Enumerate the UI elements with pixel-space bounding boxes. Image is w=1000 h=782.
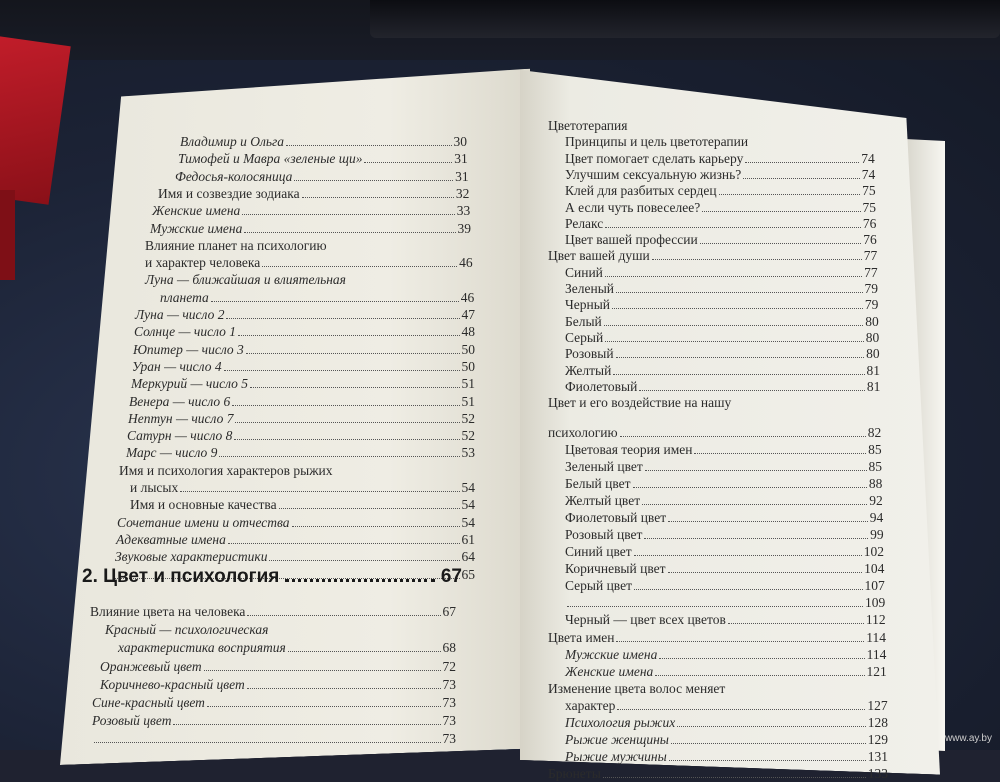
toc-entry-page: 39	[457, 220, 471, 236]
toc-entry	[565, 493, 883, 509]
toc-entry-title: Серый	[565, 329, 604, 345]
toc-entry	[128, 411, 475, 427]
dot-leader	[180, 491, 459, 492]
dot-leader	[642, 504, 867, 505]
toc-entry	[145, 272, 473, 288]
toc-entry-title: Зеленый	[565, 281, 615, 296]
toc-entry-page: 94	[869, 510, 884, 526]
toc-entry-title: планета	[160, 289, 209, 305]
toc-entry-title: Желтый	[565, 362, 612, 378]
toc-entry	[565, 715, 888, 731]
dot-leader	[244, 232, 455, 233]
toc-entry-page: 76	[863, 232, 877, 248]
toc-entry-title: Федосья-колосяница	[175, 168, 293, 184]
toc-entry-title: Владимир и Ольга	[180, 134, 285, 149]
toc-entry-page: 99	[870, 527, 884, 543]
toc-entry	[565, 183, 876, 199]
dot-leader	[719, 194, 861, 195]
dot-leader	[364, 162, 452, 163]
toc-entry	[127, 428, 475, 444]
toc-entry-page: 51	[461, 393, 475, 409]
toc-entry-page: 74	[861, 166, 876, 182]
toc-entry-title: Красный — психологическая	[105, 622, 269, 638]
toc-entry-title: Цвет помогает сделать карьеру	[565, 150, 744, 166]
toc-entry-page: 114	[866, 629, 886, 645]
toc-entry-page: 131	[867, 748, 888, 764]
dot-leader	[211, 301, 459, 302]
toc-entry-title: Цветовая теория имен	[565, 441, 693, 457]
toc-entry-page: 54	[461, 497, 475, 513]
dot-leader	[262, 266, 457, 267]
dot-leader	[605, 227, 861, 228]
toc-entry-title: Адекватные имена	[116, 531, 226, 547]
toc-entry	[565, 595, 885, 611]
toc-entry	[145, 255, 473, 271]
toc-entry-title: Фиолетовый цвет	[565, 510, 667, 526]
dot-leader	[616, 292, 862, 293]
toc-entry-title: Цвета имен	[548, 629, 615, 645]
toc-entry-page: 114	[866, 646, 887, 662]
dot-leader	[617, 709, 865, 710]
toc-entry-page: 75	[862, 199, 876, 215]
dot-leader	[603, 777, 866, 778]
dot-leader	[612, 308, 863, 309]
toc-entry-page: 129	[867, 731, 888, 747]
toc-entry	[565, 698, 888, 714]
dot-leader	[702, 211, 860, 212]
toc-entry-page: 30	[453, 134, 467, 149]
toc-entry-title: Цвет вашей профессии	[565, 232, 698, 248]
toc-entry-page: 72	[442, 658, 456, 674]
toc-entry-title: Сине-красный цвет	[92, 695, 205, 710]
dot-leader	[226, 318, 459, 319]
toc-entry	[152, 203, 470, 219]
toc-entry	[145, 238, 472, 254]
toc-entry-title: Солнце — число 1	[134, 324, 237, 340]
dot-leader	[644, 538, 868, 539]
toc-entry-title: Белый	[565, 313, 602, 329]
toc-entry	[565, 134, 874, 150]
toc-entry-page: 79	[864, 281, 878, 296]
dot-leader	[652, 259, 862, 260]
toc-entry-page: 80	[866, 346, 880, 362]
toc-entry-title: психологию	[548, 424, 618, 440]
dot-leader	[292, 526, 460, 527]
toc-entry-page: 73	[442, 713, 456, 729]
toc-entry-page: 92	[869, 493, 883, 509]
toc-entry-title: Рыжие мужчины	[565, 748, 667, 764]
toc-entry-page: 77	[863, 248, 878, 264]
toc-entry	[175, 169, 469, 185]
toc-entry-title: Влияние планет на психологию	[145, 237, 327, 253]
toc-entry-title: Цветотерапия	[548, 118, 628, 133]
toc-entry-title: Синий	[565, 264, 603, 280]
dot-leader	[224, 370, 460, 371]
toc-entry-title: Коричнево-красный цвет	[100, 676, 245, 692]
dot-leader	[279, 508, 460, 509]
toc-entry-page: 102	[863, 544, 884, 560]
dot-leader	[605, 276, 862, 277]
toc-entry-title: Улучшим сексуальную жизнь?	[565, 166, 742, 182]
dot-leader	[219, 456, 459, 457]
toc-entry-page: 46	[460, 289, 475, 305]
toc-entry-title: Сочетание имени и отчества	[117, 514, 290, 530]
dot-leader	[246, 353, 460, 354]
toc-entry-page: 75	[862, 183, 876, 199]
toc-entry	[105, 622, 456, 638]
toc-entry	[565, 379, 880, 395]
toc-entry	[565, 232, 877, 248]
toc-entry-title: Черный	[565, 297, 611, 313]
dot-leader	[634, 555, 862, 556]
toc-entry	[565, 510, 883, 526]
chapter-heading	[82, 566, 462, 588]
toc-entry-page: 109	[864, 595, 886, 611]
dot-leader	[288, 651, 441, 652]
toc-entry	[565, 527, 884, 543]
dot-leader	[616, 357, 864, 358]
dot-leader	[745, 162, 859, 163]
dot-leader	[228, 543, 460, 544]
dot-leader	[302, 197, 454, 198]
toc-entry-page: 51	[461, 376, 475, 392]
toc-entry	[548, 425, 881, 441]
dot-leader	[616, 641, 864, 642]
toc-entry	[132, 359, 475, 375]
toc-entry	[134, 324, 475, 340]
toc-entry	[565, 216, 876, 232]
dot-leader	[613, 374, 864, 375]
toc-entry-page: 121	[866, 663, 887, 679]
dot-leader	[247, 615, 440, 616]
toc-entry	[565, 578, 885, 594]
toc-entry	[565, 442, 882, 458]
toc-entry-title: Белый цвет	[565, 476, 631, 492]
toc-entry-title: и характер человека	[145, 255, 261, 271]
toc-entry	[100, 659, 456, 675]
toc-entry	[565, 281, 878, 297]
toc-entry-title: Черный — цвет всех цветов	[565, 612, 726, 628]
toc-entry	[565, 346, 880, 362]
toc-entry-page: 48	[461, 324, 475, 340]
toc-entry	[548, 248, 877, 264]
toc-entry-title: Брюнеты	[548, 765, 601, 781]
toc-entry-title: Серый цвет	[565, 578, 632, 594]
toc-entry-page: 133	[867, 765, 888, 781]
dot-leader	[234, 439, 459, 440]
dot-leader	[232, 405, 459, 406]
toc-entry-page: 33	[456, 203, 471, 219]
dot-leader	[669, 760, 866, 761]
toc-entry	[133, 342, 475, 358]
toc-entry-page: 79	[864, 297, 879, 313]
toc-entry	[565, 476, 882, 492]
toc-entry-title: Принципы и цель цветотерапии	[565, 134, 749, 150]
toc-entry-page: 85	[868, 459, 882, 474]
toc-entry	[565, 664, 887, 680]
dot-leader	[728, 623, 864, 624]
toc-entry	[565, 200, 876, 216]
toc-entry-page: 112	[865, 612, 886, 628]
toc-entry	[565, 314, 879, 330]
toc-entry	[160, 290, 474, 306]
toc-entry	[565, 330, 879, 346]
toc-entry	[565, 561, 884, 577]
toc-entry-page: 80	[865, 313, 879, 329]
toc-entry-title: Луна — число 2	[135, 307, 225, 322]
toc-entry	[180, 134, 467, 150]
toc-entry-title: Зеленый цвет	[565, 459, 643, 474]
toc-entry-page: 82	[867, 424, 882, 440]
toc-entry	[565, 459, 882, 475]
toc-entry-page: 81	[866, 378, 881, 394]
toc-entry-title: Рыжие женщины	[565, 731, 669, 747]
toc-entry	[92, 731, 456, 747]
dot-leader	[639, 390, 865, 391]
watermark: www.ay.by	[944, 733, 992, 744]
toc-entry-page: 50	[461, 341, 475, 357]
dot-leader	[94, 742, 441, 743]
dot-leader	[207, 706, 441, 707]
toc-entry	[118, 640, 456, 656]
toc-entry-title: Коричневый цвет	[565, 561, 666, 577]
toc-entry-page: 104	[864, 561, 885, 577]
toc-entry	[548, 766, 888, 782]
toc-entry	[158, 186, 469, 202]
toc-entry-title: Женские имена	[565, 663, 654, 679]
toc-entry-title: Клей для разбитых сердец	[565, 183, 717, 199]
toc-entry	[565, 151, 875, 167]
toc-entry-page: 32	[455, 185, 470, 201]
toc-entry-title: Розовый	[565, 346, 614, 362]
toc-entry-title: Розовый цвет	[565, 527, 643, 543]
toc-entry-title: Имя и психология характеров рыжих	[119, 462, 333, 478]
toc-entry-page: 54	[461, 514, 475, 530]
toc-entry	[92, 713, 456, 729]
toc-entry-title: Юпитер — число 3	[133, 341, 244, 357]
toc-entry-page: 31	[454, 151, 468, 167]
toc-entry	[565, 732, 888, 748]
toc-entry-title: Нептун — число 7	[128, 410, 234, 426]
toc-entry-title: Меркурий — число 5	[131, 376, 249, 392]
toc-entry	[90, 604, 456, 620]
dot-leader	[620, 436, 866, 437]
toc-entry	[92, 695, 456, 711]
toc-entry-page: 52	[461, 410, 475, 426]
toc-entry	[100, 677, 456, 693]
toc-entry-page: 127	[867, 697, 888, 713]
dot-leader	[238, 335, 459, 336]
toc-entry-page: 73	[442, 731, 456, 747]
toc-entry-title: Уран — число 4	[132, 358, 222, 374]
toc-entry-title: Тимофей и Мавра «зеленые щи»	[178, 151, 363, 167]
dot-leader	[604, 325, 864, 326]
toc-entry-page: 46	[459, 255, 473, 271]
toc-entry	[548, 630, 886, 646]
dot-leader	[671, 743, 866, 744]
dot-leader	[677, 726, 866, 727]
toc-entry-page: 68	[442, 640, 456, 656]
toc-entry-title: Луна — ближайшая и влиятельная	[145, 272, 346, 288]
toc-entry-title: Цвет вашей души	[548, 248, 650, 264]
toc-entry	[130, 480, 475, 496]
toc-entry	[115, 549, 475, 565]
toc-entry-title: Мужские имена	[565, 646, 658, 662]
dot-leader	[700, 243, 862, 244]
dot-leader	[204, 670, 441, 671]
toc-entry	[565, 297, 878, 313]
toc-entry	[548, 681, 887, 697]
chapter-title: 2. Цвет и психология	[82, 566, 280, 587]
toc-entry	[130, 497, 475, 513]
toc-entry	[126, 445, 475, 461]
dot-leader	[173, 724, 440, 725]
toc-entry-title: и лысых	[130, 480, 179, 495]
toc-entry	[565, 265, 878, 281]
toc-entry-page: 47	[461, 307, 475, 322]
toc-entry	[131, 376, 475, 392]
toc-entry	[548, 395, 881, 411]
dot-leader	[242, 214, 454, 215]
dot-leader	[645, 470, 867, 471]
toc-entry-page: 80	[865, 329, 880, 345]
toc-entry	[565, 647, 886, 663]
toc-entry-page: 76	[862, 215, 877, 231]
toc-entry-page: 107	[864, 578, 885, 594]
dot-leader	[235, 422, 459, 423]
toc-entry	[565, 363, 880, 379]
toc-entry	[117, 515, 475, 531]
toc-entry	[565, 167, 875, 183]
toc-entry-page: 74	[861, 150, 875, 166]
toc-entry-page: 64	[461, 549, 475, 565]
dot-leader	[668, 521, 868, 522]
toc-entry-title: Фиолетовый	[565, 378, 638, 394]
toc-entry-title: Имя и созвездие зодиака	[158, 185, 300, 201]
dot-leader	[294, 180, 453, 181]
toc-entry-title: Влияние цвета на человека	[90, 604, 246, 619]
toc-entry-page: 52	[461, 428, 475, 444]
toc-entry	[178, 151, 468, 167]
toc-entry-page: 73	[442, 695, 456, 710]
toc-entry	[565, 544, 884, 560]
toc-entry	[116, 532, 475, 548]
toc-entry-page: 54	[461, 480, 475, 495]
toc-entry-title: Марс — число 9	[126, 445, 218, 461]
toc-entry-page: 81	[866, 362, 880, 378]
chapter-page: 67	[440, 566, 462, 587]
toc-entry-page: 31	[455, 168, 469, 184]
toc-entry	[150, 221, 471, 237]
toc-entry	[548, 118, 874, 134]
toc-entry	[565, 749, 888, 765]
toc-entry-title: Звуковые характеристики	[115, 549, 268, 565]
toc-entry-title: характер	[565, 697, 616, 713]
dot-leader	[659, 658, 864, 659]
toc-entry-title: характеристика восприятия	[118, 640, 286, 656]
toc-entry	[129, 394, 475, 410]
toc-entry-page: 73	[442, 676, 456, 692]
toc-entry	[119, 463, 475, 479]
dot-leader	[605, 341, 863, 342]
dot-leader	[567, 606, 863, 607]
toc-entry	[565, 612, 886, 628]
toc-entry-title: Имя и основные качества	[130, 497, 277, 513]
toc-entry-page: 61	[461, 531, 475, 547]
toc-entry-page: 128	[867, 714, 888, 730]
toc-entry-page: 50	[461, 358, 475, 374]
toc-entry-title: Изменение цвета волос меняет	[548, 680, 726, 696]
dot-leader	[633, 487, 867, 488]
toc-entry-title: Релакс	[565, 215, 604, 231]
dot-leader	[250, 387, 459, 388]
toc-entry-title: Цвет и его воздействие на нашу	[548, 395, 732, 411]
toc-entry-title: Психология рыжих	[565, 714, 676, 730]
toc-entry-title: Оранжевый цвет	[100, 658, 202, 674]
toc-entry-title: Розовый цвет	[92, 713, 172, 729]
dot-leader	[668, 572, 863, 573]
toc-entry-page: 65	[461, 566, 475, 582]
dot-leader	[286, 145, 451, 146]
toc-entry-page: 67	[442, 604, 456, 619]
toc-entry-page: 85	[868, 441, 882, 457]
dot-leader	[743, 178, 859, 179]
toc-entry-title: Сатурн — число 8	[127, 428, 233, 444]
dot-leader	[634, 589, 863, 590]
toc-entry-title: Венера — число 6	[129, 393, 231, 409]
toc-entry-title: Мужские имена	[150, 220, 243, 236]
toc-entry-title: А если чуть повеселее?	[565, 199, 701, 215]
toc-entry	[135, 307, 475, 323]
dot-leader	[655, 675, 864, 676]
dot-leader	[269, 560, 459, 561]
toc-entry-page: 77	[864, 264, 878, 280]
toc-entry-title: Желтый цвет	[565, 493, 641, 509]
toc-entry-title: Женские имена	[152, 203, 241, 219]
dot-leader	[694, 453, 866, 454]
dot-leader	[247, 688, 441, 689]
dot-leader	[285, 579, 435, 582]
toc-entry-page: 88	[868, 476, 883, 492]
toc-entry-title: Синий цвет	[565, 544, 632, 560]
toc-entry-page: 53	[461, 445, 475, 461]
